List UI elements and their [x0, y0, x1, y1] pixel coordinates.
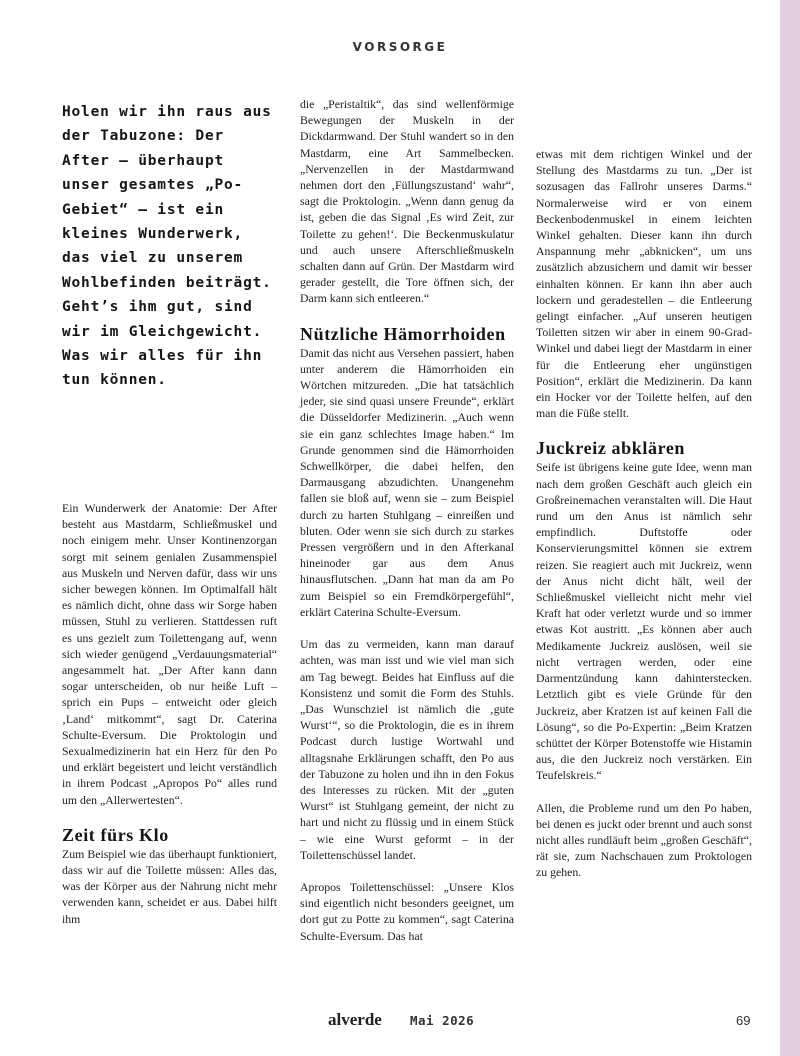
page-number: 69 [736, 1013, 751, 1028]
magazine-logo: alverde [328, 1010, 382, 1029]
sidebar-accent-bar [780, 0, 800, 1056]
paragraph: Um das zu vermeiden, kann man darauf achten, was man isst und wie viel man sich am Tag bewegt. Beides hat Einfluss auf die Konsistenz und somit die Form des Stuhls. „Das Wunschziel ist nämlich die ‚gute Wurst‘“, so die Proktologin, die es in ihrem Podcast durch lustige Wortwahl und alltagsnahe Erklärungen schafft, den Po aus der Tabuzone zu holen und ihn in den Fokus des Interesses zu rücken. Mit der „guten Wurst“ ist Stuhlgang gemeint, der nicht zu hart und nicht zu flüssig und in einem Stück – wie eine Wurst geformt – in der Toilettenschüssel landet. [300, 637, 514, 862]
article-column-1 [62, 500, 277, 943]
paragraph: Apropos Toilettenschüssel: „Unsere Klos sind eigentlich nicht besonders geeignet, um dort gut zu Potte zu kommen“, sagt Caterina Schulte-Eversum. Das hat [300, 879, 514, 943]
section-header: VORSORGE [352, 40, 448, 54]
subheading-juckreiz-abklaeren: Juckreiz abklären [536, 438, 686, 459]
paragraph: Damit das nicht aus Versehen passiert, haben unter anderem die Hämorrhoiden ein Wörtchen mitzureden. „Die hat tatsächlich jeder, sie sind quasi unsere Freunde“, erklärt die Düsseldorfer Medizinerin. „Auch wenn sie ein ganz schlechtes Image haben.“ Im Grunde genommen sind die Hämorrhoiden Schwellkörper, die dabei helfen, den Darmausgang abzudichten. Unangenehm fallen sie bloß auf, wenn sie – zum Beispiel durch zu harten Stuhlgang – einreißen und bluten. Oder wenn sie sich durch zu starkes Pressen vergrößern und in den Afterkanal hineinoder gar aus dem Anus hinausflutschen. „Dann hat man da am Po zum Beispiel so ein Fremdkörpergefühl“, erklärt Caterina Schulte-Eversum. [300, 345, 514, 619]
subheading-nuetzliche-haemorrhoiden: Nützliche Hämorrhoiden [300, 323, 506, 344]
paragraph: etwas mit dem richtigen Winkel und der Stellung des Mastdarms zu tun. „Der ist sozusagen das Fallrohr unseres Darms.“ Normalerweise wird er von einem Beckenbodenmuskel in einem leichten Winkel gehalten. Dieser kann ihn durch Anspannung mehr „abknicken“, um uns zusätzlich abzusichern und damit wir besser einhalten können. Er kann ihn aber auch lockern und geradestellen – die Entleerung gelingt einfacher. „Auf unseren heutigen Toiletten sitzen wir aber in einem 90-Grad-Winkel und dabei liegt der Mastdarm in einer für die Entleerung eher ungünstigen Position“, erklärt die Medizinerin. Da kann ein Hocker vor der Toilette helfen, auf den man die Füße stellt. [536, 147, 752, 421]
subheading-zeit-fuers-klo: Zeit fürs Klo [62, 824, 169, 845]
paragraph: Seife ist übrigens keine gute Idee, wenn man nach dem großen Geschäft auch gleich ein Großreinemachen veranstalten will. Die Haut rund um den Anus ist nämlich sehr empfindlich. Duftstoffe oder Konservierungsmittel können sie extrem reizen. Sie reagiert auch mit Juckreiz, wenn der Anus nicht dicht hält, weil der Schließmuskel vielleicht nicht mehr viel Kraft hat oder verletzt wurde und so immer etwas Kot austritt. „Es können aber auch Medikamente Juckreiz auslösen, weil sie nicht vertragen werden, oder eine Darmentzündung kann dahinterstecken. Letztlich gibt es viele Gründe für den Juckreiz, aber Kratzen ist auf keinen Fall die Lösung“, so die Po-Expertin: „Beim Kratzen schüttet der Körper Botenstoffe wie Histamin aus, die den Juckreiz noch verstärken. Ein Teufelskreis.“ [536, 460, 752, 783]
article-column-2 [300, 96, 514, 960]
paragraph: Allen, die Probleme rund um den Po haben, bei denen es juckt oder brennt und auch sonst nicht alles rundläuft beim „großen Geschäft“, rät sie, zum Nachschauen zum Proktologen zu gehen. [536, 800, 752, 880]
intro-teaser: Holen wir ihn raus aus der Tabuzone: Der After – überhaupt unser gesamtes „Po-Gebiet“ – ist ein kleines Wunderwerk, das viel zu unserem Wohlbefinden beiträgt. Geht’s ihm gut, sind wir im Gleichgewicht. Was wir alles für ihn tun können. [62, 104, 272, 389]
issue-date: Mai 2026 [410, 1013, 475, 1028]
paragraph: die „Peristaltik“, das sind wellenförmige Bewegungen der Muskeln in der Dickdarmwand. Der Stuhl wandert so in den Mastdarm, eine Art Sammelbecken. „Nervenzellen in der Mastdarmwand nehmen dort den ‚Füllungszustand‘ wahr“, sagt die Proktologin. „Wenn dann genug da ist, geben die das Signal ‚Es wird Zeit, zur Toilette zu gehen!‘. Die Beckenmuskulatur und auch unsere Afterschließmuskeln schalten dann auf Grün. Der Mastdarm wird gerader gestellt, die Tore öffnen sich, der Darm kann sich entleeren.“ [300, 97, 514, 306]
paragraph: Ein Wunderwerk der Anatomie: Der After besteht aus Mastdarm, Schließmuskel und noch einigem mehr. Unser Kontinenzorgan sorgt mit seinem genialen Zusammenspiel aus Muskeln und Nerven dafür, dass wir uns sicher bewegen können. Im Optimalfall hält es nämlich dicht, ohne dass wir Sorge haben müssen, Stuhl zu verlieren. Stattdessen ruft es uns gezielt zum Toilettengang auf, wenn sich wieder genügend „Verdauungsmaterial“ angesammelt hat. „Der After kann dann sogar unterscheiden, ob nur heiße Luft – sprich ein Pups – entweicht oder gleich ‚Land‘ mitkommt“, sagt Dr. Caterina Schulte-Eversum. Die Proktologin und Sexualmedizinerin hat ein Herz für den Po und erklärt begeistert und leicht verständlich in ihrem Podcast „Apropos Po“ alles rund um den „Allerwertesten“. [62, 501, 277, 807]
paragraph: Zum Beispiel wie das überhaupt funktioniert, dass wir auf die Toilette müssen: Alles das, was der Körper aus der Nahrung nicht mehr verwenden kann, scheidet er aus. Dabei hilft ihm [62, 846, 277, 926]
article-column-3 [536, 146, 752, 897]
